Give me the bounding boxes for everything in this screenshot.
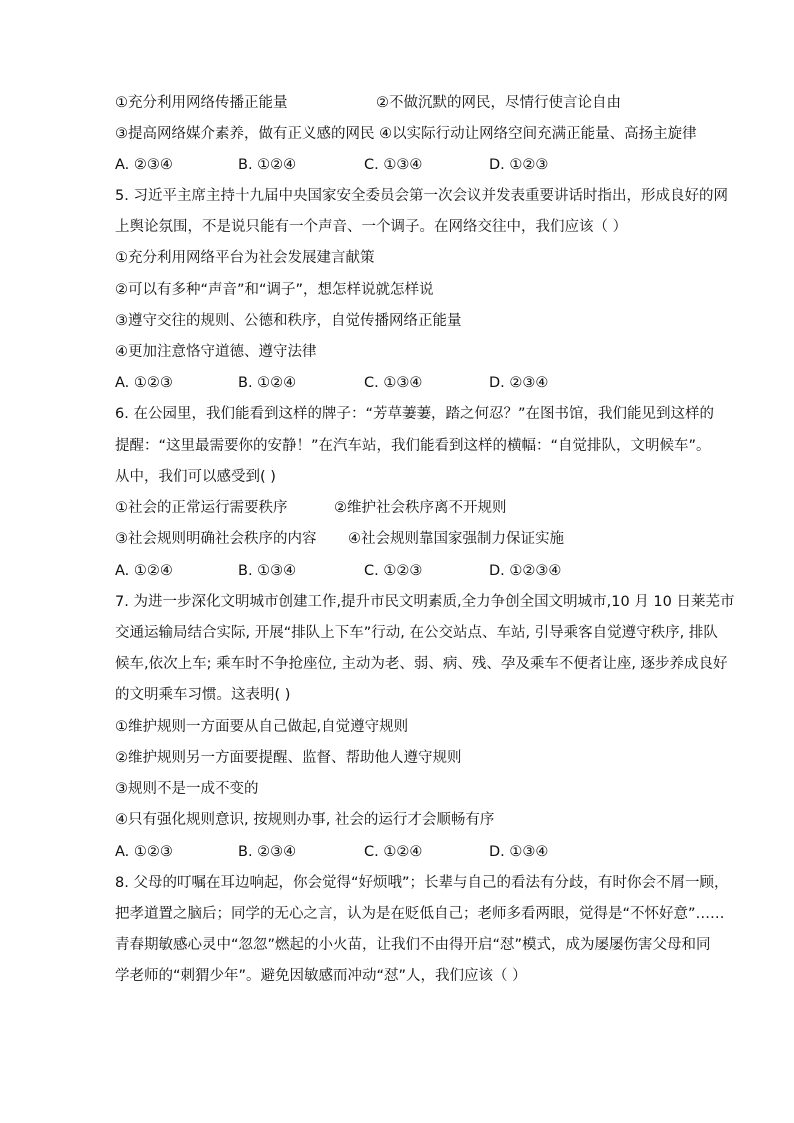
q7-stem-line-2: 交通运输局结合实际, 开展“排队上下车”行动, 在公交站点、车站, 引导乘客自觉遵守秩序, 排队 — [115, 625, 718, 641]
q7-choice-c[interactable]: C. ①②④ — [364, 844, 423, 860]
q7-stem-line-1: 7. 为进一步深化文明城市创建工作,提升市民文明素质,全力争创全国文明城市,10 月 10 日莱芜市 — [115, 594, 735, 610]
q5-option-2: ②可以有多种“声音”和“调子”，想怎样说就怎样说 — [115, 282, 434, 298]
q4-option-2: ②不做沉默的网民，尽情行使言论自由 — [376, 95, 621, 111]
q6-stem-line-2: 提醒：“这里最需要你的安静！”在汽车站，我们能看到这样的横幅：“自觉排队，文明候车”。 — [115, 438, 711, 454]
q8-stem-line-4: 学老师的“刺猬少年”。避免因敏感而冲动“怼”人，我们应该（ ） — [115, 968, 527, 984]
q7-choice-b[interactable]: B. ②③④ — [238, 844, 297, 860]
q5-choice-c[interactable]: C. ①③④ — [364, 375, 423, 391]
q6-stem-line-3: 从中，我们可以感受到( ) — [115, 469, 276, 485]
q6-option-4: ④社会规则靠国家强制力保证实施 — [348, 531, 564, 547]
q7-choice-a[interactable]: A. ①②③ — [115, 844, 173, 860]
q5-choice-d[interactable]: D. ②③④ — [489, 375, 549, 391]
q4-choice-a[interactable]: A. ②③④ — [115, 157, 173, 173]
q7-stem-line-3: 候车,依次上车; 乘车时不争抢座位, 主动为老、弱、病、残、孕及乘车不便者让座, 逐步养成良好 — [115, 656, 728, 672]
q4-option-1: ①充分利用网络传播正能量 — [115, 95, 288, 111]
q6-choice-c[interactable]: C. ①②③ — [364, 563, 423, 579]
q4-choice-d[interactable]: D. ①②③ — [489, 157, 549, 173]
q8-stem-line-2: 把孝道置之脑后；同学的无心之言，认为是在贬低自己；老师多看两眼，觉得是“不怀好意”…… — [115, 906, 725, 922]
q7-option-3: ③规则不是一成不变的 — [115, 781, 259, 797]
q6-option-2: ②维护社会秩序离不开规则 — [334, 500, 507, 516]
q7-option-1: ①维护规则一方面要从自己做起,自觉遵守规则 — [115, 719, 409, 735]
q8-stem-line-1: 8. 父母的叮嘱在耳边响起，你会觉得“好烦哦”；长辈与自己的看法有分歧，有时你会不屑一顾， — [115, 875, 729, 891]
q4-choice-b[interactable]: B. ①②④ — [238, 157, 297, 173]
q7-choice-d[interactable]: D. ①③④ — [489, 844, 549, 860]
q6-choice-a[interactable]: A. ①②④ — [115, 563, 173, 579]
q6-choice-b[interactable]: B. ①③④ — [238, 563, 297, 579]
q8-stem-line-3: 青春期敏感心灵中“忽忽”燃起的小火苗，让我们不由得开启“怼”模式，成为屡屡伤害父母和同 — [115, 937, 711, 953]
q7-option-4: ④只有强化规则意识, 按规则办事, 社会的运行才会顺畅有序 — [115, 812, 495, 828]
q5-option-4: ④更加注意恪守道德、遵守法律 — [115, 344, 317, 360]
q6-stem-line-1: 6. 在公园里，我们能看到这样的牌子：“芳草萋萋，踏之何忍？”在图书馆，我们能见到这样的 — [115, 406, 714, 422]
q6-option-3: ③社会规则明确社会秩序的内容 — [115, 531, 317, 547]
q7-option-2: ②维护规则另一方面要提醒、监督、帮助他人遵守规则 — [115, 750, 462, 766]
q5-option-3: ③遵守交往的规则、公德和秩序，自觉传播网络正能量 — [115, 313, 462, 329]
q5-choice-b[interactable]: B. ①②④ — [238, 375, 297, 391]
q5-stem-line-2: 上舆论氛围，不是说只能有一个声音、一个调子。在网络交往中，我们应该（ ） — [115, 219, 628, 235]
q5-choice-a[interactable]: A. ①②③ — [115, 375, 173, 391]
q7-stem-line-4: 的文明乘车习惯。这表明( ) — [115, 687, 291, 703]
q4-option-3-4: ③提高网络媒介素养，做有正义感的网民 ④以实际行动让网络空间充满正能量、高扬主旋律 — [115, 126, 697, 142]
q4-choice-c[interactable]: C. ①③④ — [364, 157, 423, 173]
q6-choice-d[interactable]: D. ①②③④ — [489, 563, 562, 579]
q5-option-1: ①充分利用网络平台为社会发展建言献策 — [115, 250, 375, 266]
q5-stem-line-1: 5. 习近平主席主持十九届中央国家安全委员会第一次会议并发表重要讲话时指出，形成良好的网 — [115, 188, 728, 204]
q6-option-1: ①社会的正常运行需要秩序 — [115, 500, 288, 516]
